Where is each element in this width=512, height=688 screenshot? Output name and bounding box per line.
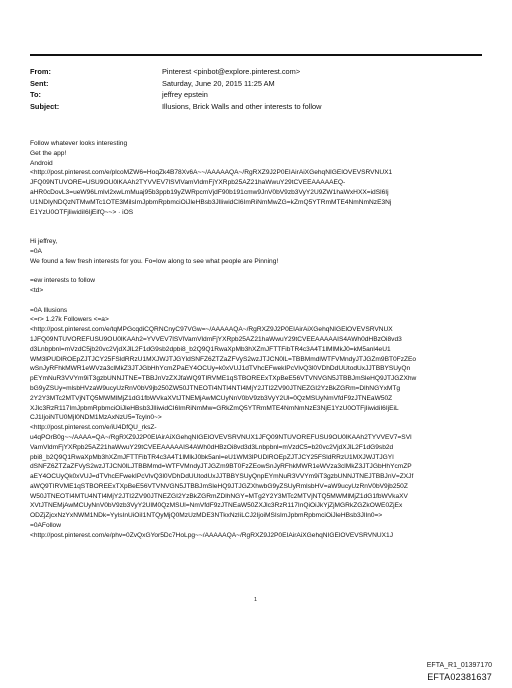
body-line: <http://post.pinterest.com/e/plcoMZW6=HoqZk4B78Xv6A~~/AAAAAQA~/RgRXZ9J2P0EIAirAiXGehqNIGElOVEVSRVNUX1 xyxy=(30,169,393,177)
body-line: WM3lPUDlROEpZJTJCY25FSldRRzU1MXJWJTJGYldSNFZ6ZTZaZFVyS2wzJTJCN0lL=TBBMmdlWTFVMndyJTJGZm9BT0FzZEo xyxy=(30,355,417,363)
body-line: dSNFZ6ZTZaZFVyS2wzJTJCN0lLJTBBMmd=WTFVMndyJTJGZm9BT0FzZEowSnJyRFhkMWR1eWVza3clMkZ3JTJGbHhYcmZP xyxy=(30,463,412,471)
body-line: Get the app! xyxy=(30,149,67,157)
body-line xyxy=(30,296,490,306)
body-line: wSnJyRFhkMWR1eWVza3clMkZ3JTJGbHhYcmZPaEY4OCUy=k0xVUJ1dTVhcEFwekIPcVlvQ3l0VDhDdUUtodUxJJTBBYSUyQn xyxy=(30,365,411,373)
header-label: Sent: xyxy=(30,78,49,88)
header-value: Illusions, Brick Walls and other interests to follow xyxy=(162,101,322,111)
body-line: U1NDIyNDQzNTMwMTc1OTE3MilsImJpbmRpbmciOiJleHBsb3JlIiwidCI6ImRiNmMwZG=kZmQ5YTRmMTE4NmNmNzE3Nj xyxy=(30,198,392,206)
body-line: =0AFollow xyxy=(30,522,61,530)
body-line: E1YzU0OTFjliwidiI6IjEifQ~~> · iOS xyxy=(30,208,134,216)
body-line: <td> xyxy=(30,286,44,294)
body-line: Hi jeffrey, xyxy=(30,237,58,245)
body-line: W50JTNEOTI4MTU4NTI4MjY2JTI2ZV90JTNEZGI2YzBkZGRmZDlhNGY=MTg2Y2Y3MTc2MTVjNTQ5MWMlMjZ1dG1fbWVkaXV xyxy=(30,492,408,500)
header-row xyxy=(30,66,490,78)
body-line: CJ1IjoiNTU0MjI0NDM1MzAxNzU5=Tcyln0~> xyxy=(30,414,162,422)
body-line: bG9yZSUy=mlsbHVzaW9ucyUzRnV0bV9jb250ZW50JTNEOTI4NTI4NTI4MjY2JTI2ZV90JTNEZGI2YzBkZGRm=DlhNGYxMTg xyxy=(30,384,401,392)
body-line xyxy=(30,227,490,237)
body-line: Android xyxy=(30,159,53,167)
body-line: =0A Illusions xyxy=(30,306,68,314)
body-line: <http://post.pinterest.com/e/phv=0ZvQxGYor5Dc7HoLpg~~/AAAAAQA~/RgRXZ9J2P0EIAirAiXGehqNIGElOVEVSRVNUX1J xyxy=(30,531,394,539)
header-row xyxy=(30,89,490,101)
body-line: XJlc3RzR117ImJpbmRpbmciOiJleHBsb3JlIiwidCI6ImRiNmMw=GRkZmQ5YTRmMTE4NmNmNzE3NjE1YzU0OTFjIiwidiI6IjEiL xyxy=(30,404,399,412)
header-value: Pinterest <pinbot@explore.pinterest.com> xyxy=(162,67,301,76)
header-value: jeffrey epstein xyxy=(162,90,208,99)
body-line: <http://post.pinterest.com/e/iU4DfQU_rksZ- xyxy=(30,424,157,432)
email-header xyxy=(30,66,490,112)
body-line: aWQ9TIRVME1qSTBOREExTXpBeE56VTVNVGN5JTBBJmSleHQ9JTJGZXhwbG9yZSUyRmlsbHV=aW9ucyUzRnV0bV9jb250Z xyxy=(30,482,408,490)
header-value: Saturday, June 20, 2015 11:25 AM xyxy=(162,78,275,88)
email-body xyxy=(30,139,490,541)
header-rule xyxy=(30,54,482,56)
header-row xyxy=(30,101,490,113)
body-line: aHR0cDovL3=ueW96Lmlvl2xwLmMuaj95b3ppb19yZWRpcmVjdF90b191cmw9JnV0bV9zb3VyY2U9ZW1haWxHXX=idSl6Ij xyxy=(30,188,389,196)
body-line: ODZjZjcxNzYxNWM1NDk=YylsInUiOiI1NTQyMjQ0MzUzMDE3NTkxNzIiLCJ2IjoiMSIsImJpbmRpbmciOiJleHBsb3JlIn0=> xyxy=(30,512,383,520)
footer-ref-primary: EFTA_R1_01397170 xyxy=(426,662,492,669)
header-row xyxy=(30,78,490,90)
body-line: Follow whatever looks interesting xyxy=(30,140,128,147)
body-line: =ew interests to follow xyxy=(30,277,96,285)
body-line: pEYmNuR3VVYm9iT3gzbUNNJTNE=TBBJnVzZXJfaWQ9TIRVME1qSTBOREExTXpBeE56VTVNVGN5JTBBJmSleHQ9JTJGZXhw xyxy=(30,375,417,383)
body-line: VamVldmFjYXRpb25AZ21haWwuY29tCVEEAAAAAIS4AWh0dHBzOi8vd3d3Lnbpbnl=mVzdC5=b20vc2VjdXJlL2F1dG9sb2d xyxy=(30,443,394,451)
body-line: 1JFQ09NTUVOREFUSU9OU0lKAAh2=YVVEV7lSVlVamVldmFjYXRpb25AZ21haWwuY29tCVEEAAAAAIS4AWh0dHBzOi8vd3 xyxy=(30,335,402,343)
header-label: From: xyxy=(30,67,51,76)
body-line: XVtJTNEMjAwMCUyNnV0bV9zb3VyY2UlM0QzMSUl=NmVfdF9zJTNEaW50ZXJlc3RzR117InQiOiJkYjZjMGRkZGZkOWE0ZjEx xyxy=(30,502,403,510)
page-number: 1 xyxy=(254,597,258,603)
body-line: =0A xyxy=(30,247,42,255)
body-line xyxy=(30,217,490,227)
body-line: u4qPOrB0g~~/AAAA=QA~/RgRXZ9J2P0EIAirAiXGehqNIGElOVEVSRVNUX1JFQ09NTUVOREFUSU9OU0lKAAh2TYVVEV7=SVl xyxy=(30,433,412,441)
body-line: <=r> 1.27k Followers <=a> xyxy=(30,316,109,324)
body-line: pbi8_b2Q9Q1RwaXpMb3hXZmJFTTFibTR4c3A4T1lMlkJ0bk5anl=eU1WM3lPUDlROEpZJTJCY25FSldRRzU1MXJWJTJGYl xyxy=(30,453,394,461)
footer-ref-secondary: EFTA02381637 xyxy=(427,672,492,682)
body-line: aEY4OCUyQk0xVUJ=dTVhcEFwekIPcVlvQ3l0VDhDdUUtodUxJJTBBYSUyQnpEYmNuR3VVYm9iT3gzbUNNJTNEJTBBJnV=ZXJf xyxy=(30,473,414,481)
header-label: To: xyxy=(30,90,41,99)
body-line xyxy=(30,266,490,276)
body-line: 2Y2Y3MTc2MTVjNTQ5MWMlMjZ1dG1fbWVkaXVtJTNEMjAwMCUyNnV0bV9zb3VyY2Ul=0QzMSUyNmVfdF9zJTNEaW50Z xyxy=(30,394,393,402)
body-line: d3Lnbpbnl=mVzdC5jb20vc2VjdXJlL2F1dG9sb2dpbi8_b2Q9Q1RwaXpMb3hXZmJFTTFibTR4c3A4T1lMlMkJ0=kM5anl4eU1 xyxy=(30,345,391,353)
body-line: <http://post.pinterest.com/e/tqMPGcqdiCQRNCnyC97VGw=~/AAAAAQA~/RgRXZ9J2P0EIAirAiXGehqNIGElOVEVSRVNUX xyxy=(30,326,393,334)
body-line: We found a few fresh interests for you. Fo=low along to see what people are Pinning! xyxy=(30,257,279,265)
header-label: Subject: xyxy=(30,101,60,111)
body-line: JFQ09NTUVORE=USU9OU0lKAAh2TYVVEV7lSVlVamVldmFjYXRpb25AZ21haWwuY29tCVEEAAAAAEQ- xyxy=(30,179,346,187)
